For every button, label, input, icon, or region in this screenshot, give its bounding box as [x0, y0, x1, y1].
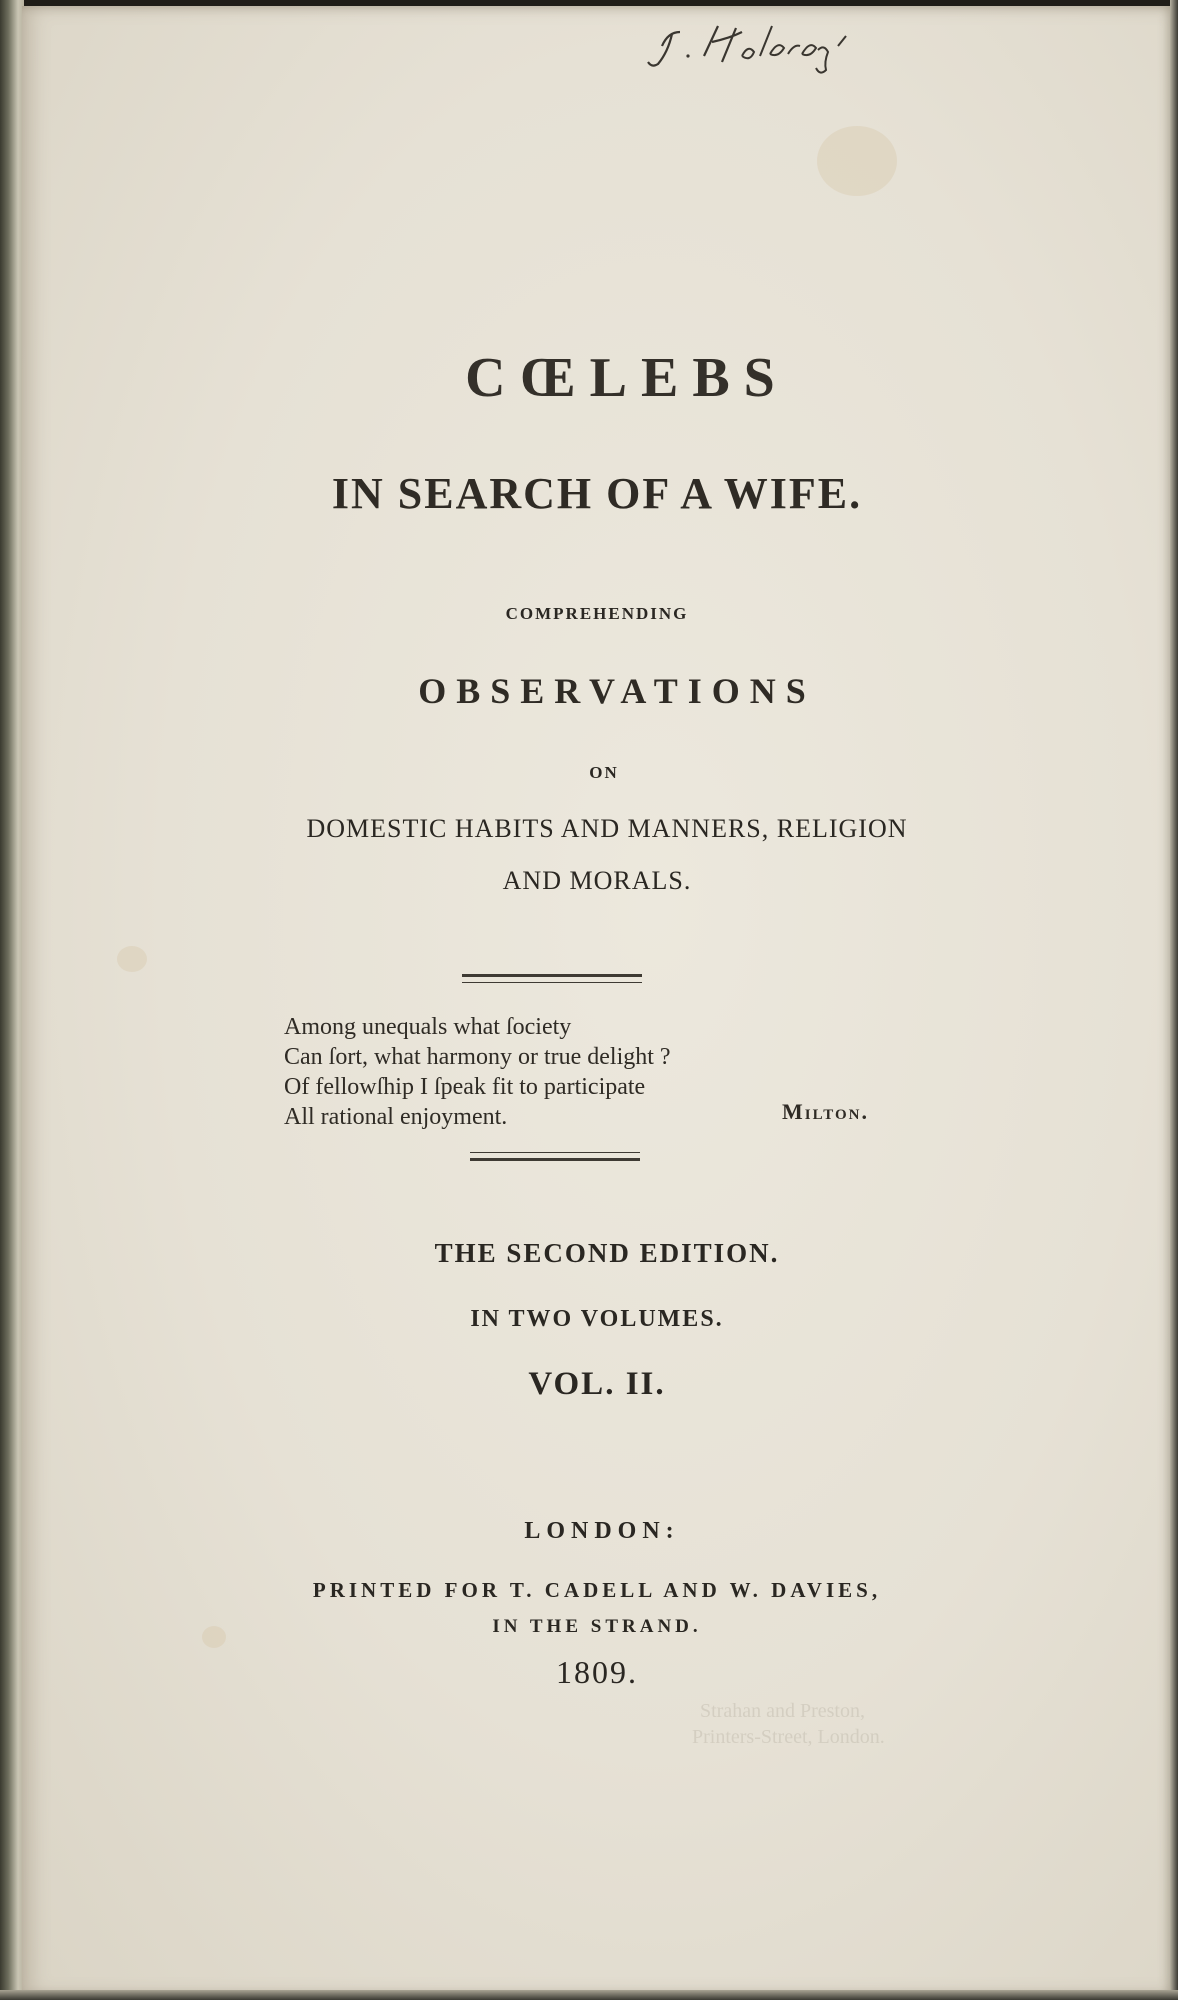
volume-number: VOL. II.	[528, 1366, 666, 1402]
title-page	[22, 6, 1172, 1996]
foxing-stain	[117, 946, 147, 972]
handwritten-signature	[642, 16, 942, 76]
upper-rule-thin	[462, 982, 642, 983]
book-title: CŒLEBS	[465, 347, 789, 409]
lower-rule-thin	[470, 1152, 640, 1153]
imprint-printer: PRINTED FOR T. CADELL AND W. DAVIES,	[312, 1578, 882, 1602]
epigraph-line: Of fellowſhip I ſpeak fit to participate	[284, 1074, 646, 1100]
book-spine-edge	[0, 0, 24, 2000]
show-through-text: Strahan and Preston,	[700, 1700, 865, 1722]
epigraph	[284, 1012, 671, 1132]
lower-rule-thick	[470, 1158, 640, 1161]
observations-heading: OBSERVATIONS	[418, 671, 816, 711]
book-subtitle: IN SEARCH OF A WIFE.	[331, 469, 863, 518]
imprint-year: 1809.	[556, 1654, 638, 1690]
topics-line-2: AND MORALS.	[502, 866, 692, 895]
on-label: ON	[589, 763, 619, 782]
comprehending-label: COMPREHENDING	[505, 604, 689, 623]
volumes-statement: IN TWO VOLUMES.	[470, 1306, 724, 1332]
edition-statement: THE SECOND EDITION.	[434, 1238, 780, 1268]
foxing-stain	[817, 126, 897, 196]
imprint-city: LONDON:	[524, 1518, 680, 1544]
epigraph-line: Among unequals what ſociety	[284, 1014, 572, 1040]
topics-line-1: DOMESTIC HABITS AND MANNERS, RELIGION	[306, 814, 908, 843]
upper-rule-thick	[462, 974, 642, 977]
epigraph-line: All rational enjoyment.	[284, 1104, 508, 1130]
epigraph-attribution: Milton.	[782, 1099, 869, 1124]
page-bottom-edge	[0, 1990, 1178, 2000]
show-through-text: Printers-Street, London.	[692, 1726, 885, 1748]
page-right-edge	[1170, 0, 1178, 2000]
epigraph-line: Can ſort, what harmony or true delight ?	[284, 1044, 671, 1070]
imprint-address: IN THE STRAND.	[492, 1616, 702, 1637]
